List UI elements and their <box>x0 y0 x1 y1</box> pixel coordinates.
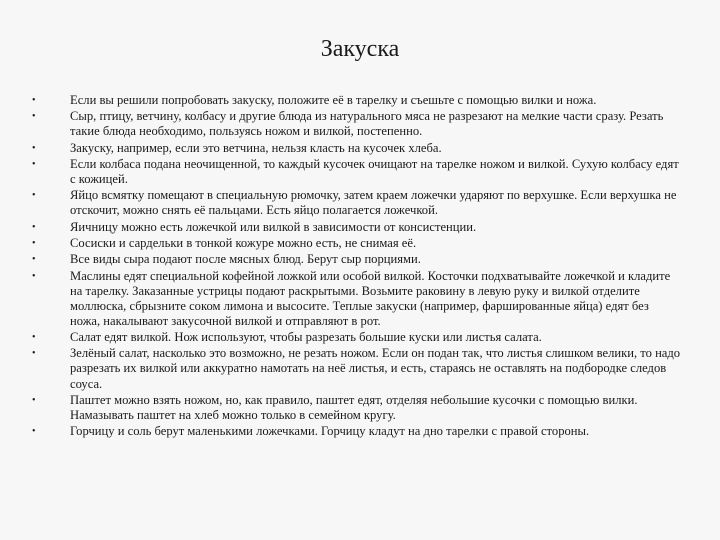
list-item <box>32 141 682 156</box>
list-item-text: Все виды сыра подают после мясных блюд. Берут сыр порциями. <box>70 252 421 267</box>
list-item <box>32 252 682 267</box>
list-item <box>32 93 682 108</box>
bullet-icon: • <box>32 254 36 266</box>
list-item-text: Яичницу можно есть ложечкой или вилкой в зависимости от консистенции. <box>70 219 477 234</box>
slide-title: Закуска <box>320 36 400 62</box>
bullet-icon: • <box>32 221 36 233</box>
list-item <box>32 236 682 251</box>
list-item <box>32 346 682 391</box>
bullet-icon: • <box>32 426 36 438</box>
bullet-icon: • <box>32 332 36 344</box>
list-item <box>32 220 682 235</box>
bullet-icon: • <box>32 142 36 154</box>
bullet-list <box>32 93 682 441</box>
bullet-icon: • <box>32 158 36 170</box>
list-item <box>32 393 682 423</box>
list-item-text: Салат едят вилкой. Нож используют, чтобы разрезать большие куски или листья салата. <box>70 330 542 345</box>
list-item <box>32 269 682 329</box>
list-item-text: Яйцо всмятку помещают в специальную рюмочку, затем краем ложечки ударяют по верхушке. Если верхушка не отскочит, можно снять её пальцами. Есть яйцо полагается ложечкой. <box>70 188 677 218</box>
list-item-text: Маслины едят специальной кофейной ложкой или особой вилкой. Косточки подхватывайте ложечкой и кладите на тарелку. Заказанные устрицы подают раскрытыми. Возьмите раковину в левую руку и вилкой отделите моллюска, сбрызните соком лимона и высосите. Теплые закуски (например, фаршированные яйца) едят без ножа, накалывают закусочной вилкой и отправляют в рот. <box>70 268 671 328</box>
list-item-text: Сосиски и сардельки в тонкой кожуре можно есть, не снимая её. <box>70 235 417 250</box>
bullet-icon: • <box>32 394 36 406</box>
list-item <box>32 109 682 139</box>
list-item-text: Если колбаса подана неочищенной, то каждый кусочек очищают на тарелке ножом и вилкой. Сухую колбасу едят с кожицей. <box>70 156 679 187</box>
list-item <box>32 424 682 439</box>
bullet-icon: • <box>32 190 36 202</box>
bullet-icon: • <box>32 111 36 123</box>
list-item-text: Если вы решили попробовать закуску, положите её в тарелку и съешьте с помощью вилки и ножа. <box>70 93 597 107</box>
bullet-icon: • <box>32 270 36 282</box>
bullet-icon: • <box>32 237 36 249</box>
list-item-text: Закуску, например, если это ветчина, нельзя класть на кусочек хлеба. <box>70 140 442 155</box>
list-item-text: Горчицу и соль берут маленькими ложечками. Горчицу кладут на дно тарелки с правой стороны. <box>70 424 590 439</box>
list-item-text: Сыр, птицу, ветчину, колбасу и другие блюда из натурального мяса не разрезают на мелкие части сразу. Резать такие блюда необходимо, пользуясь ножом и вилкой, постепенно. <box>70 109 664 139</box>
list-item-text: Зелёный салат, насколько это возможно, не резать ножом. Если он подан так, что листья слишком велики, то надо разрезать их вилкой или аккуратно намотать на неё листья, и есть, стараясь не оставлять на подбородке следов соуса. <box>70 346 681 391</box>
list-item-text: Паштет можно взять ножом, но, как правило, паштет едят, отделяя небольшие кусочки с помощью вилки. Намазывать паштет на хлеб можно только в семейном кругу. <box>70 392 638 422</box>
list-item <box>32 330 682 345</box>
list-item <box>32 188 682 218</box>
list-item <box>32 157 682 187</box>
bullet-icon: • <box>32 95 36 106</box>
bullet-icon: • <box>32 348 36 360</box>
